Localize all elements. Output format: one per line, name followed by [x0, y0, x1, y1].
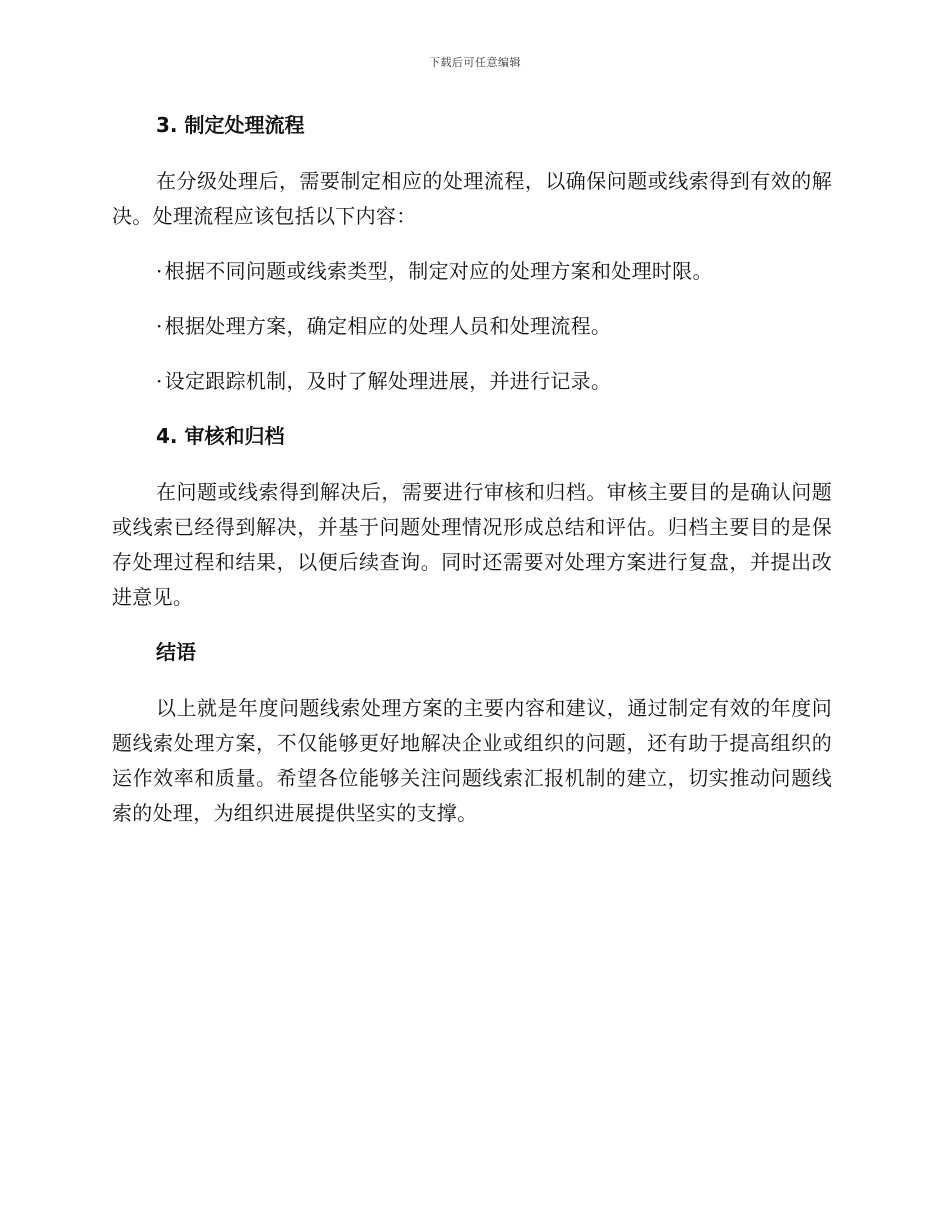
bullet-text: 设定跟踪机制，及时了解处理进展，并进行记录。 — [164, 369, 612, 393]
section-3-heading: 3. 制定处理流程 — [156, 113, 305, 137]
section-3-bullet-3 — [156, 364, 832, 399]
bullet-dot: · — [156, 369, 163, 393]
page-header: 下载后可任意编辑 — [429, 56, 521, 69]
bullet-text: 根据不同问题或线索类型，制定对应的处理方案和处理时限。 — [164, 259, 713, 283]
section-3-intro: 在分级处理后，需要制定相应的处理流程，以确保问题或线索得到有效的解决。处理流程应该包括以下内容： — [112, 169, 832, 228]
bullet-text: 根据处理方案，确定相应的处理人员和处理流程。 — [164, 314, 612, 338]
section-4-heading: 4. 审核和归档 — [156, 424, 285, 448]
section-4-body: 在问题或线索得到解决后，需要进行审核和归档。审核主要目的是确认问题或线索已经得到解决，并基于问题处理情况形成总结和评估。归档主要目的是保存处理过程和结果，以便后续查询。同时还需要对处理方案进行复盘，并提出改进意见。 — [112, 480, 832, 609]
conclusion-body: 以上就是年度问题线索处理方案的主要内容和建议，通过制定有效的年度问题线索处理方案，不仅能够更好地解决企业或组织的问题，还有助于提高组织的运作效率和质量。希望各位能够关注问题线索汇报机制的建立，切实推动问题线索的处理，为组织进展提供坚实的支撑。 — [112, 696, 832, 825]
bullet-dot: · — [156, 259, 163, 283]
section-3-bullet-2 — [156, 309, 832, 344]
document-body — [112, 108, 832, 851]
bullet-dot: · — [156, 314, 163, 338]
conclusion-heading: 结语 — [156, 640, 196, 664]
section-3-bullet-1 — [156, 254, 832, 289]
